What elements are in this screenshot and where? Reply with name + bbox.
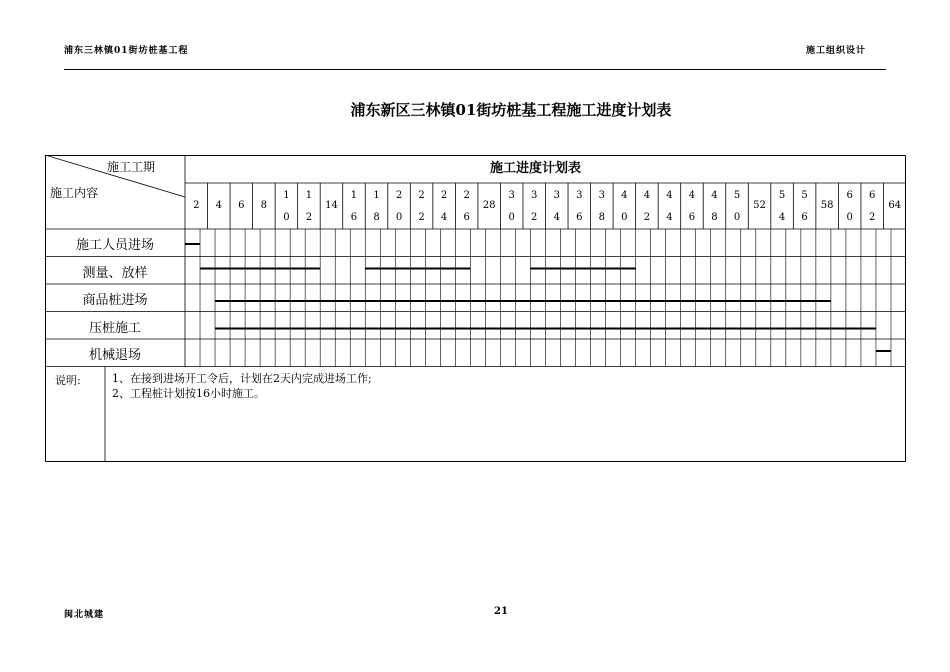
note-line: 2、工程桩计划按16小时施工。 xyxy=(112,387,265,400)
day-label: 2 6 xyxy=(463,190,470,223)
day-label: 5 0 xyxy=(733,190,741,223)
day-label: 3 8 xyxy=(598,190,606,223)
notes-label: 说明: xyxy=(55,374,81,387)
task-name: 测量、放样 xyxy=(82,265,148,281)
day-label: 6 2 xyxy=(869,190,876,223)
notes-body xyxy=(112,371,372,401)
task-name: 施工人员进场 xyxy=(75,238,154,253)
page-title: 浦东新区三林镇01街坊桩基工程施工进度计划表 xyxy=(350,101,672,119)
corner-content-label: 施工内容 xyxy=(50,186,99,200)
day-label: 58 xyxy=(820,200,834,211)
day-label: 3 2 xyxy=(531,190,538,223)
day-label: 2 2 xyxy=(418,190,425,223)
corner-period-label: 施工工期 xyxy=(107,160,156,174)
header-divider xyxy=(64,69,886,70)
day-label: 3 0 xyxy=(508,190,515,223)
day-label: 2 4 xyxy=(440,190,448,223)
day-label: 4 0 xyxy=(621,190,628,223)
footer-company: 闽北城建 xyxy=(64,610,105,620)
day-label: 4 8 xyxy=(711,190,718,223)
page-number: 21 xyxy=(494,606,508,617)
task-name: 机械退场 xyxy=(88,348,141,363)
day-label: 3 4 xyxy=(553,190,560,223)
progress-header: 施工进度计划表 xyxy=(490,161,582,176)
day-label: 1 0 xyxy=(283,190,290,223)
day-label: 6 0 xyxy=(846,190,853,223)
header-project-name: 浦东三林镇01街坊桩基工程 xyxy=(64,46,189,56)
day-label: 2 0 xyxy=(395,190,403,223)
day-label: 52 xyxy=(753,200,766,211)
day-label: 8 xyxy=(260,200,268,211)
task-name: 商品桩进场 xyxy=(82,293,148,308)
day-label: 28 xyxy=(482,200,496,211)
day-label: 2 xyxy=(193,200,200,211)
day-label: 1 8 xyxy=(373,190,380,223)
schedule-table xyxy=(45,155,906,462)
day-label: 4 xyxy=(215,200,222,211)
day-label: 4 2 xyxy=(643,190,651,223)
header-doc-type: 施工组织设计 xyxy=(806,46,867,56)
day-label: 3 6 xyxy=(576,190,583,223)
day-label: 5 6 xyxy=(801,190,808,223)
day-label: 4 6 xyxy=(688,190,696,223)
day-label: 4 4 xyxy=(666,190,673,223)
day-label: 14 xyxy=(325,200,338,211)
day-label: 1 2 xyxy=(305,190,313,223)
day-label: 6 xyxy=(238,200,245,211)
day-label: 5 4 xyxy=(778,190,786,223)
day-label: 1 6 xyxy=(350,190,358,223)
task-name: 压桩施工 xyxy=(88,320,141,336)
day-label: 64 xyxy=(888,200,902,211)
note-line: 1、在接到进场开工令后，计划在2天内完成进场工作; xyxy=(112,372,372,385)
